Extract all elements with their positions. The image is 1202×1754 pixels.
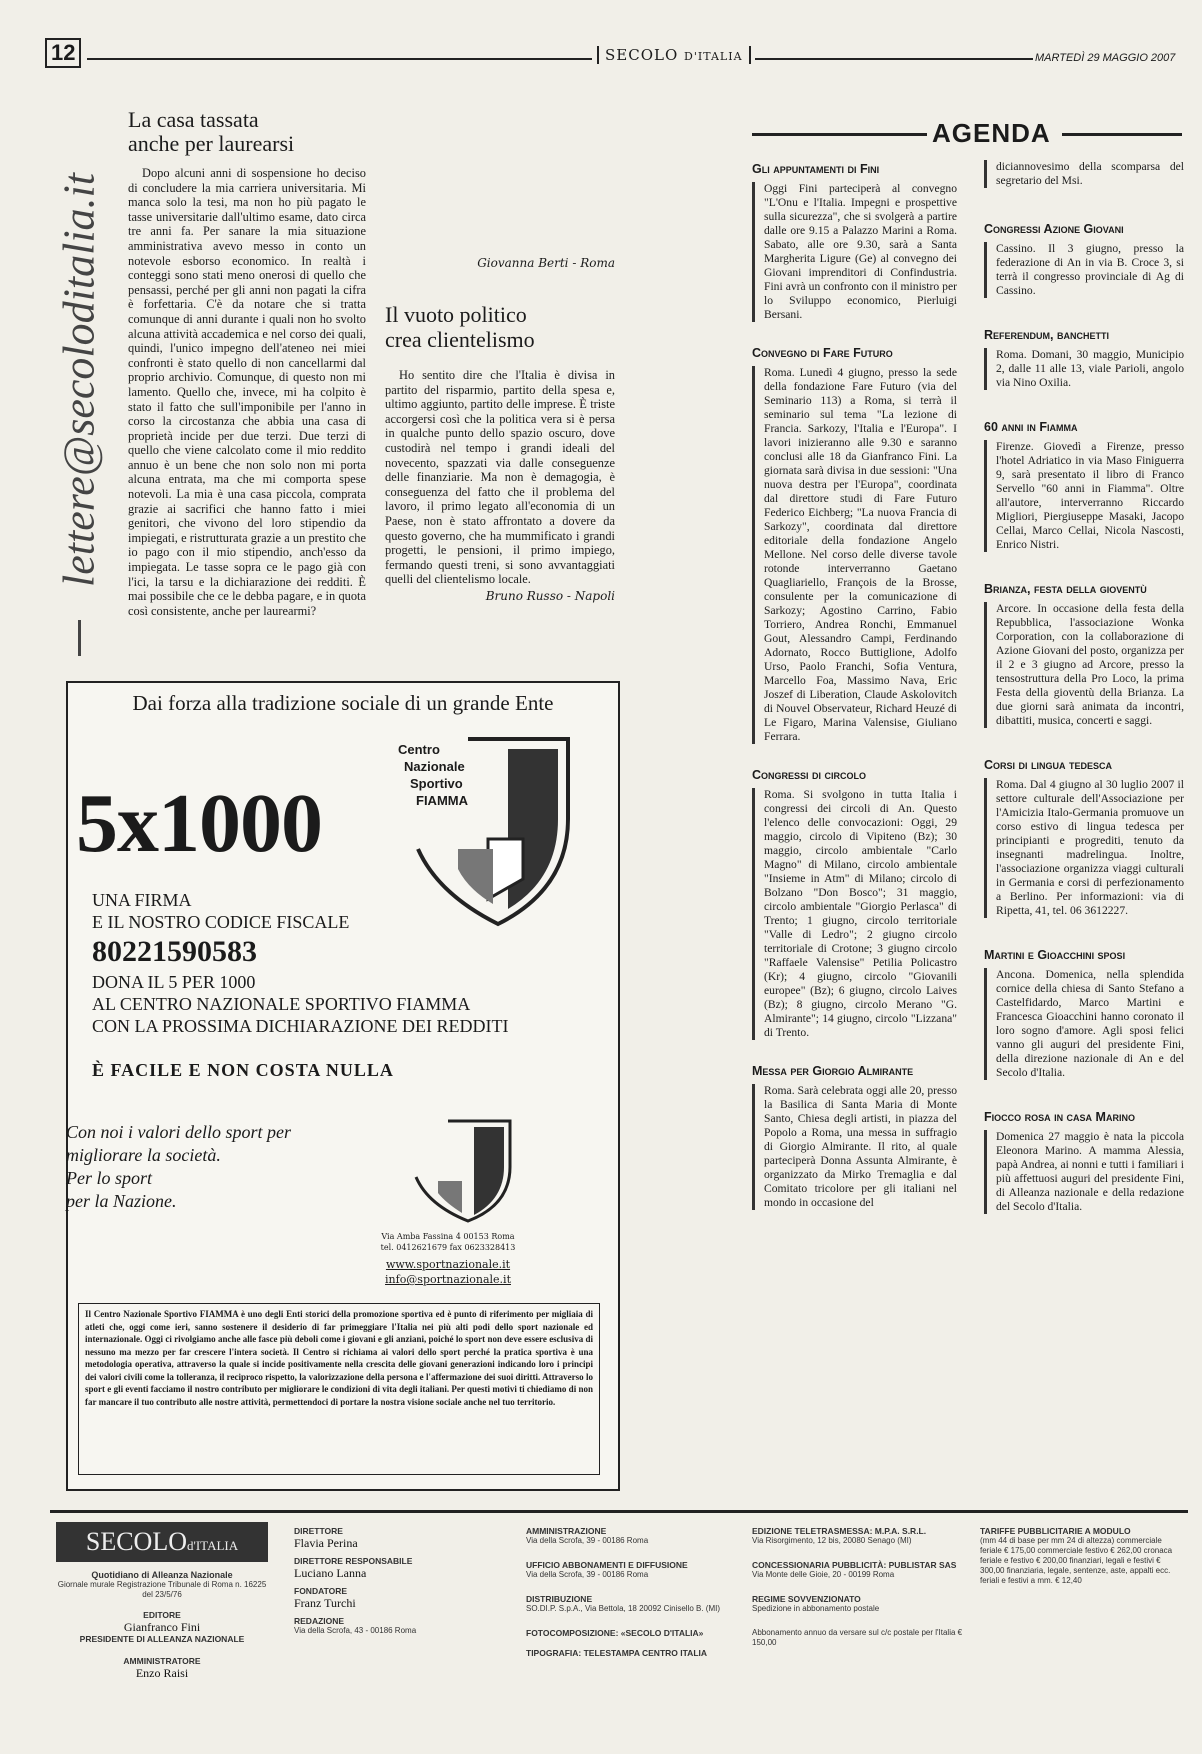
amministrazione-address: Via della Scrofa, 39 - 00186 Roma (526, 1536, 649, 1545)
agenda-right-column (984, 160, 1184, 1214)
agenda-item-messa-almirante (752, 1064, 957, 1210)
agenda-item-title: Messa per Giorgio Almirante (752, 1064, 914, 1078)
edizione-label: EDIZIONE TELETRASMESSA: M.P.A. S.R.L. (752, 1526, 927, 1536)
direttore-label: DIRETTORE (294, 1526, 343, 1536)
ad-phone: tel. 0412621679 fax 0623328413 (380, 1243, 516, 1252)
ad-line-centro: AL CENTRO NAZIONALE SPORTIVO FIAMMA (92, 994, 471, 1014)
concessionaria-label: CONCESSIONARIA PUBBLICITÀ: PUBLISTAR SAS (752, 1560, 957, 1570)
amministratore-name: Enzo Raisi (135, 1666, 189, 1680)
agenda-item-title: Gli appuntamenti di Fini (752, 162, 880, 176)
agenda-item-martini-gioacchini (984, 948, 1184, 1080)
page-number: 12 (45, 38, 81, 68)
agenda-left-column (752, 162, 957, 1210)
ad-slogan-2: migliorare la società. (66, 1145, 221, 1165)
amministrazione-label: AMMINISTRAZIONE (526, 1526, 607, 1536)
letter-2 (385, 302, 615, 603)
agenda-item-body: Roma. Domani, 30 maggio, Municipio 2, dalle 11 alle 13, viale Parioli, angolo via Nino Oxilia. (984, 348, 1184, 390)
letter-1-body: Dopo alcuni anni di sospensione ho deciso di concludere la mia carriera universitaria. Mi manca solo la tesi, ma non ho più pagato le tasse universitarie dall'ultimo esame, dato circa tre anni fa. Per sanare la mia situazione amministrativa avevo messo in conto un notevole esborso economico. In realtà i conteggi sono stati meno onerosi di quello che pensassi, perché per gli anni non pagati la cifra è forfettaria. C'è da notare che si tratta comunque di anni durante i quali non ho svolto alcuna attività accademica e nel corso dei quali, quindi, l'unico impegno dell'ateneo nei miei confronti è stato quello di non cancellarmi dal proprio archivio. Comunque, di questo non mi lamento. Quello che, invece, mi ha colpito è stato il fatto che sull'imponibile per l'anno in corso la circostanza che abbia una casa di proprietà incide per due terzi. Due terzi di quello che viene calcolato come il mio reddito annuo è un bene che non solo non mi porta alcuna entrata, ma che mi comporta spese notevoli. La mia è una casa piccola, comprata grazie ai sacrifici che hanno fatto i miei genitori, che vivono del loro stipendio da impiegati, e ristrutturata grazie a un prestito che io pago con il mio stipendio, anch'esso da impiegata. Le tasse sopra ce le pago già con l'ici, la tarsu e la dichiarazione dei redditi. È mai possibile che ce le debba pagare, e in quota così consistente, anche per laurearmi? (128, 166, 366, 618)
ufficio-label: UFFICIO ABBONAMENTI E DIFFUSIONE (526, 1560, 688, 1570)
fiamma-logo-small (398, 1115, 518, 1225)
ad-line-una-firma: UNA FIRMA (92, 890, 192, 910)
page-header (45, 38, 1185, 78)
fondatore-label: FONDATORE (294, 1586, 348, 1596)
editore-label: EDITORE (143, 1610, 181, 1620)
agenda-item-body: Domenica 27 maggio è nata la piccola Eleonora Marino. A mamma Alessia, papà Andrea, ai nonni e tutti i familiari i più affettuosi auguri del presidente Fini, di Alleanza nazionale e della redazione del Secolo d'Italia. (984, 1130, 1184, 1214)
fondatore-name: Franz Turchi (294, 1596, 356, 1610)
agenda-item-fare-futuro (752, 346, 957, 744)
redazione-label: REDAZIONE (294, 1616, 345, 1626)
ad-slogan-4: per la Nazione. (66, 1191, 177, 1211)
distribuzione-label: DISTRIBUZIONE (526, 1594, 593, 1604)
masthead-logo (56, 1522, 268, 1562)
presidente-label: PRESIDENTE DI ALLEANZA NAZIONALE (79, 1634, 245, 1644)
agenda-item-fiocco-rosa (984, 1110, 1184, 1214)
ad-slogan-3: Per lo sport (66, 1168, 153, 1188)
letters-email-label (48, 100, 110, 660)
tipografia-label: TIPOGRAFIA: TELESTAMPA CENTRO ITALIA (526, 1648, 708, 1658)
tariffe-text: (mm 44 di base per mm 24 di altezza) commerciale feriale € 175,00 commerciale festivo € 262,00 cronaca feriale e festivo € 200,00 finanziari, legali e festivi € 300,00 finanziaria, legale, sentenze, aste, appalti ecc. feriali e festivi a mm. € 12,40 (980, 1536, 1173, 1585)
masthead-tagline: Quotidiano di Alleanza Nazionale (91, 1570, 233, 1580)
ad-description: Il Centro Nazionale Sportivo FIAMMA è uno degli Enti storici della promozione sportiva ed è punto di riferimento per migliaia di atleti che, oggi come ieri, sanno sostenere il desiderio di far primeggiare l'Italia nei più alti podi dello sport nazionale ed internazionale. Oggi ci rivolgiamo anche alle fasce più deboli come i giovani e gli anziani, poiché lo sport non deve essere esclusiva di nessuno ma mezzo per far crescere l'intera società. Il Centro si richiama ai valori dello sport perché la pratica sportiva è una metodologia operativa, attraverso la quale si incide positivamente nella crescita delle giovani generazioni indicando loro i principi dei valori civili come la tolleranza, il reciproco rispetto, la valorizzazione della persona e l'affermazione dei suoi diritti. Attraverso lo sport e gli eventi facciamo il nostro contributo per migliorare le condizioni di vita degli italiani. Per questi motivi ti chiediamo di non far mancare il tuo contributo alle nostre attività, permettendoci di portare la nostra visione sociale anche nel tuo territorio. (85, 1309, 593, 1407)
regime-text: Spedizione in abbonamento postale (752, 1604, 880, 1613)
issue-date: MARTEDÌ 29 MAGGIO 2007 (1035, 52, 1176, 64)
logo-line-nazionale: Nazionale (404, 759, 465, 774)
ad-line-dichiarazione: CON LA PROSSIMA DICHIARAZIONE DEI REDDITI (92, 1016, 509, 1036)
distribuzione-address: SO.DI.P. S.p.A., Via Bettola, 18 20092 Cinisello B. (MI) (526, 1604, 721, 1613)
agenda-item-title: Brianza, festa della gioventù (984, 582, 1147, 596)
ad-tax-code: 80221590583 (92, 935, 257, 968)
agenda-item-congressi-circolo (752, 768, 957, 1040)
agenda-header (752, 118, 1184, 146)
tariffe-label: TARIFFE PUBBLICITARIE A MODULO (980, 1526, 1131, 1536)
fiamma-logo-text (398, 741, 468, 809)
masthead-registration: Giornale murale Registrazione Tribunale di Roma n. 16225 del 23/5/76 (57, 1580, 267, 1599)
logo-line-centro: Centro (398, 742, 440, 757)
agenda-item-continued (984, 160, 1184, 188)
ad-line-codice-fiscale: E IL NOSTRO CODICE FISCALE (92, 912, 350, 932)
letters-email-text: lettere@secoloditalia.it (54, 173, 104, 587)
ad-headline: Dai forza alla tradizione sociale di un grande Ente (132, 691, 554, 715)
fiamma-shield-small-icon (398, 1115, 518, 1225)
ad-email-link[interactable]: info@sportnazionale.it (385, 1273, 511, 1286)
regime-label: REGIME SOVVENZIONATO (752, 1594, 861, 1604)
agenda-title: AGENDA (932, 118, 1051, 148)
letter-2-body: Ho sentito dire che l'Italia è divisa in partito del risparmio, partito della spesa e, ultimo aggiunto, partito delle imprese. È triste accorgersi così che la politica vera si è persa in qualche punto dello spazio oscuro, dove custodirà nel tempo i grandi ideali del novecento, spazzati via dalle conseguenze delle finanziarie. Ma non è demagogia, è conseguenza del fatto che il problema del lavoro, il primo legato all'economia di un Paese, non è stato affrontato a dovere da questo governo, che ha mummificato i grandi progetti, le pensioni, il primo impiego, fermando questi treni, si sono avvantaggiati quelli del clientelismo locale. (385, 368, 615, 587)
agenda-item-60-anni (984, 420, 1184, 552)
letter-1 (128, 108, 366, 656)
letter-2-signature: Bruno Russo - Napoli (485, 588, 615, 603)
ad-website-link[interactable]: www.sportnazionale.it (385, 1258, 511, 1271)
agenda-item-body: diciannovesimo della scomparsa del segretario del Msi. (984, 160, 1184, 188)
agenda-item-corsi-tedesco (984, 758, 1184, 918)
agenda-item-body: Oggi Fini parteciperà al convegno "L'Onu e l'Italia. Impegni e prospettive sulla sicurezza", che si svolgerà a partire dalle ore 9.15 a Palazzo Marini a Roma. Sabato, alle ore 9.30, sarà a Santa Margherita Ligure (Ge) al convegno dei Giovani imprenditori di Confindustria. Fini avrà un confronto con il ministro per lo Sviluppo economico, Pierluigi Bersani. (752, 182, 957, 322)
masthead-logo-suffix: d'ITALIA (187, 1538, 239, 1553)
direttore-name: Flavia Perina (294, 1536, 358, 1550)
redazione-address: Via della Scrofa, 43 - 00186 Roma (294, 1626, 417, 1635)
letter-1-title-line1: La casa tassata (128, 107, 259, 132)
concessionaria-address: Via Monte delle Gioie, 20 - 00199 Roma (752, 1570, 895, 1579)
fotocomposizione-label: FOTOCOMPOSIZIONE: «SECOLO D'ITALIA» (526, 1628, 704, 1638)
direttore-responsabile-name: Luciano Lanna (294, 1566, 367, 1580)
agenda-item-body: Ancona. Domenica, nella splendida cornice della chiesa di Santo Stefano a Castelfidardo, Marco Martini e Francesca Gioacchini hanno coronato il loro sogno d'amore. Agli sposi felici vanno gli auguri del presidente Fini, della direzione nazionale di An e del Secolo d'Italia. (984, 968, 1184, 1080)
agenda-item-brianza (984, 582, 1184, 728)
amministratore-label: AMMINISTRATORE (123, 1656, 201, 1666)
masthead-word: SECOLO (605, 46, 679, 64)
agenda-item-title: 60 anni in Fiamma (984, 420, 1078, 434)
ad-address: Via Amba Fassina 4 00153 Roma (381, 1232, 515, 1241)
ufficio-address: Via della Scrofa, 39 - 00186 Roma (526, 1570, 649, 1579)
agenda-item-body: Arcore. In occasione della festa della Repubblica, l'associazione Wonka Corporation, con la collaborazione di Azione Giovani del posto, organizza per il 2 e 3 giugno ad Arcore, presso la tensostruttura della Pro Loco, la prima Festa della gioventù della Brianza. La due giorni sarà animata da incontri, dibattiti, musica, concerti e saggi. (984, 602, 1184, 728)
ad-5x1000: 5x1000 (76, 777, 322, 870)
masthead-suffix: D'ITALIA (684, 50, 743, 63)
agenda-item-body: Roma. Dal 4 giugno al 30 luglio 2007 il settore culturale dell'Associazione per l'Amicizia Italo-Germania promuove un corso estivo di lingua tedesca per principianti e progrediti, tenuto da insegnanti madrelingua. Inoltre, l'associazione organizza viaggi culturali in Germania e corsi di perfezionamento a Berlino. Per informazioni: via di Ripetta, 41, tel. 06 3612227. (984, 778, 1184, 918)
fiamma-advertisement (66, 681, 620, 1491)
agenda-item-title: Corsi di lingua tedesca (984, 758, 1112, 772)
agenda-item-title: Congressi di circolo (752, 768, 866, 782)
logo-line-fiamma: FIAMMA (416, 793, 468, 808)
letter-2-title-line1: Il vuoto politico (385, 302, 527, 327)
letter-1-title-line2: anche per laurearsi (128, 131, 295, 156)
abbonamento-text: Abbonamento annuo da versare sul c/c postale per l'Italia € 150,00 (752, 1628, 963, 1647)
letter-2-title-line2: crea clientelismo (385, 327, 535, 352)
agenda-item-body: Cassino. Il 3 giugno, presso la federazione di An in via B. Croce 3, si terrà il congresso provinciale di Ag di Cassino. (984, 242, 1184, 298)
ad-slogan-1: Con noi i valori dello sport per (66, 1122, 291, 1142)
agenda-item-title: Martini e Gioacchini sposi (984, 948, 1126, 962)
agenda-item-body: Roma. Lunedì 4 giugno, presso la sede della fondazione Fare Futuro (via del Seminario 113) a Roma, si terrà il seminario sul tema "La lezione di Francia. Sarkozy, l'Italia e l'Europa". I lavori inizieranno alle 9.30 e saranno conclusi alle 18 da Gianfranco Fini. La giornata sarà divisa in due sessioni: "Una nuova destra per l'Europa", coordinata dal direttore studi di Fare Futuro Federico Eichberg; "La nuova Francia di Sarkozy", coordinata dal direttore editoriale della fondazione Angelo Mellone. Nel corso delle diverse tavole rotonde interverranno Gaetano Quagliariello, François de la Brosse, consulente per la comunicazione di Sarkozy; Agostino Carrino, Fabio Torriero, Andrea Ronchi, Emmanuel Gout, Alessandro Campi, Ferdinando Adornato, Rocco Buttiglione, Adolfo Urso, Paolo Franchi, Sofia Ventura, Marcello Foa, Massimo Nava, Eric Joszef di Liberation, Claude Askolovitch di Nouvel Observateur, Richard Heuzé di Le Figaro, Marina Valensise, Giuliano Ferrara. (752, 366, 957, 744)
direttore-responsabile-label: DIRETTORE RESPONSABILE (294, 1556, 413, 1566)
agenda-item-title: Referendum, banchetti (984, 328, 1109, 342)
agenda-item-body: Roma. Si svolgono in tutta Italia i congressi dei circoli di An. Questo l'elenco delle convocazioni: Oggi, 29 maggio, circolo di Vipiteno (Bz); 30 maggio, circolo ambientale "Carlo Magno" di Milano, circolo ambientale "Insieme in Atm" di Milano; circolo di Bolzano "Don Bosco"; 31 maggio, circolo ambientale "Giorgio Perlasca" di Trento; 1 giugno, circolo territoriale "Valle di Ledro"; 2 giugno circolo territoriale di Crotone; 3 giugno circolo "Raffaele Valensise" Petilia Policastro (Kr); 4 giugno, circolo "Giovanili europee" (Bz); 6 giugno, circolo Laives (Bz); 8 giugno, circolo Merano "G. Almirante"; 14 giugno, circolo "Lizzana" di Trento. (752, 788, 957, 1040)
logo-line-sportivo: Sportivo (410, 776, 463, 791)
ad-line-dona: DONA IL 5 PER 1000 (92, 972, 256, 992)
letter-1-signature: Giovanna Berti - Roma (477, 256, 615, 270)
agenda-item-title: Convegno di Fare Futuro (752, 346, 893, 360)
agenda-item-body: Roma. Sarà celebrata oggi alle 20, presso la Basilica di Santa Maria di Monte Santo, Chiesa degli artisti, in piazza del Popolo a Roma, una messa in suffragio di Giorgio Almirante. Il rito, al quale parteciperà Donna Assunta Almirante, è organizzato da Mirko Tremaglia e dal Comitato tricolore per gli italiani nel mondo in occasione del (752, 1084, 957, 1210)
agenda-item-title: Congressi Azione Giovani (984, 222, 1124, 236)
agenda-item-azione-giovani (984, 222, 1184, 298)
letter-1-continued (385, 118, 615, 270)
agenda-item-title: Fiocco rosa in casa Marino (984, 1110, 1135, 1124)
edizione-address: Via Risorgimento, 12 bis, 20080 Senago (MI) (752, 1536, 912, 1545)
agenda-item-body: Firenze. Giovedì a Firenze, presso l'hotel Adriatico in via Maso Finiguerra 9, sarà presentato il libro di Franco Servello "60 anni in Fiamma". Oltre all'autore, interverranno Riccardo Migliori, Piergiuseppe Masaki, Jacopo Cellai, Marco Cellai, Nicola Nascosti, Enrico Nistri. (984, 440, 1184, 552)
agenda-item-fini (752, 162, 957, 322)
ad-description-box (78, 1303, 600, 1475)
ad-facile: È FACILE E NON COSTA NULLA (92, 1060, 394, 1080)
masthead-logo-word: SECOLO (85, 1527, 187, 1556)
agenda-item-referendum (984, 328, 1184, 390)
masthead-title (597, 46, 751, 64)
masthead-block (56, 1522, 1188, 1732)
editore-name: Gianfranco Fini (123, 1620, 201, 1634)
